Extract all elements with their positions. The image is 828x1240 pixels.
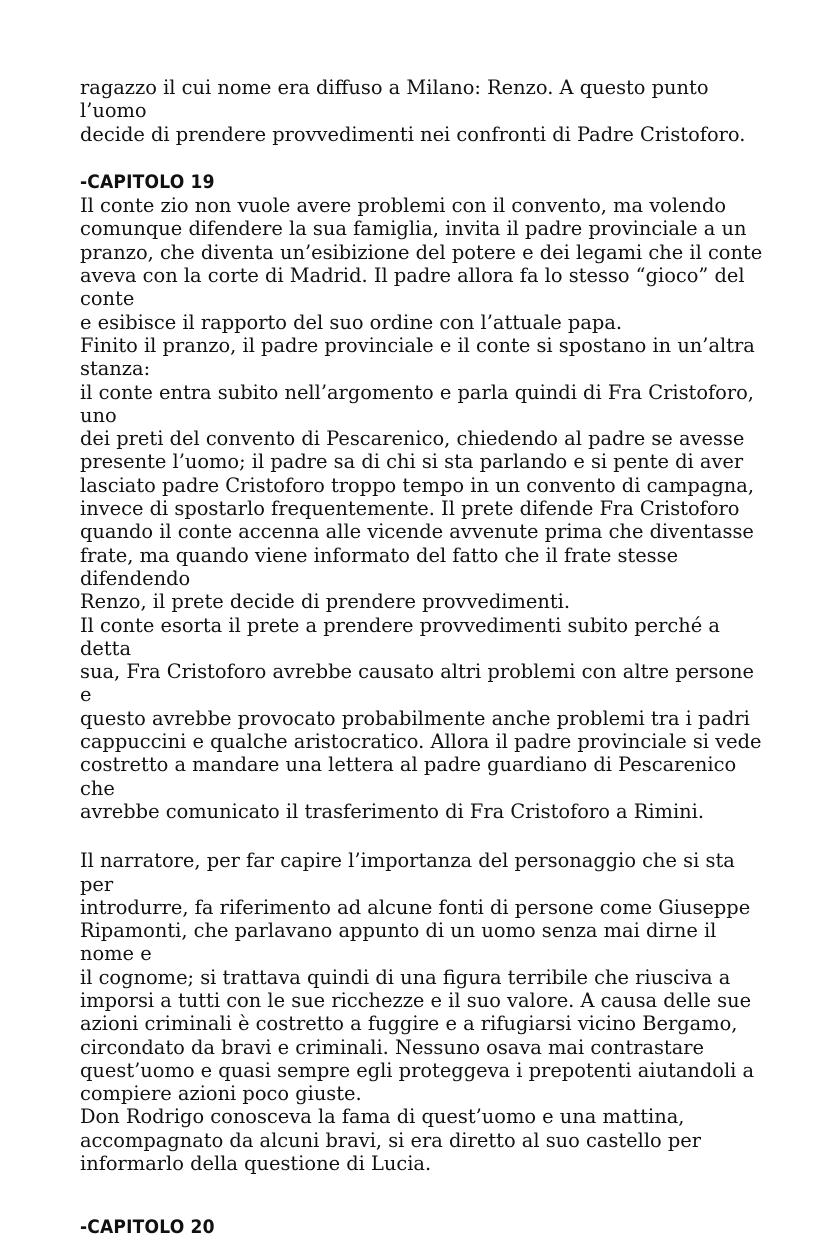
spacer (80, 146, 770, 170)
intro-paragraph: ragazzo il cui nome era diffuso a Milano: Renzo. A questo punto l’uomo decide di prendere provvedimenti nei confronti di Padre Cristoforo. (80, 76, 746, 146)
chapter-19-paragraph-1: Il conte zio non vuole avere problemi con il convento, ma volendo comunque difendere la sua famiglia, invita il padre provinciale a un pranzo, che diventa un’esibizione del potere e dei legami che il conte aveva con la corte di Madrid. Il padre allora fa lo stesso “gioco” del conte e esibisce il rapporto del suo ordine con l’attuale papa. Finito il pranzo, il padre provinciale e il conte si spostano in un’altra stanza: il conte entra subito nell’argomento e parla quindi di Fra Cristoforo, uno dei preti del convento di Pescarenico, chiedendo al padre se avesse presente l’uomo; il padre sa di chi si sta parlando e si pente di aver lasciato padre Cristoforo troppo tempo in un convento di campagna, invece di spostarlo frequentemente. Il prete difende Fra Cristoforo quando il conte accenna alle vicende avvenute prima che diventasse frate, ma quando viene informato del fatto che il frate stesse difendendo Renzo, il prete decide di prendere provvedimenti. Il conte esorta il prete a prendere provvedimenti subito perché a detta sua, Fra Cristoforo avrebbe causato altri problemi con altre persone e questo avrebbe provocato probabilmente anche problemi tra i padri cappuccini e qualche aristocratico. Allora il padre provinciale si vede costretto a mandare una lettera al padre guardiano di Pescarenico che avrebbe comunicato il trasferimento di Fra Cristoforo a Rimini. (80, 194, 763, 823)
chapter-19-heading: -CAPITOLO 19 (80, 170, 215, 193)
chapter-19-paragraph-2: Il narratore, per far capire l’importanza del personaggio che si sta per introdurre, fa riferimento ad alcune fonti di persone come Giuseppe Ripamonti, che parlavano appunto di un uomo senza mai dirne il nome e il cognome; si trattava quindi di una figura terribile che riusciva a imporsi a tutti con le sue ricchezze e il suo valore. A causa delle sue azioni criminali è costretto a fuggire e a rifugiarsi vicino Bergamo, circondato da bravi e criminali. Nessuno osava mai contrastare quest’uomo e quasi sempre egli proteggeva i prepotenti aiutandoli a compiere azioni poco giuste. Don Rodrigo conosceva la fama di quest’uomo e una mattina, accompagnato da alcuni bravi, si era diretto al suo castello per informarlo della questione di Lucia. (80, 849, 755, 1176)
spacer (80, 1175, 770, 1215)
chapter-20-heading: -CAPITOLO 20 (80, 1216, 215, 1239)
spacer (80, 823, 770, 849)
document-page (80, 76, 770, 1240)
